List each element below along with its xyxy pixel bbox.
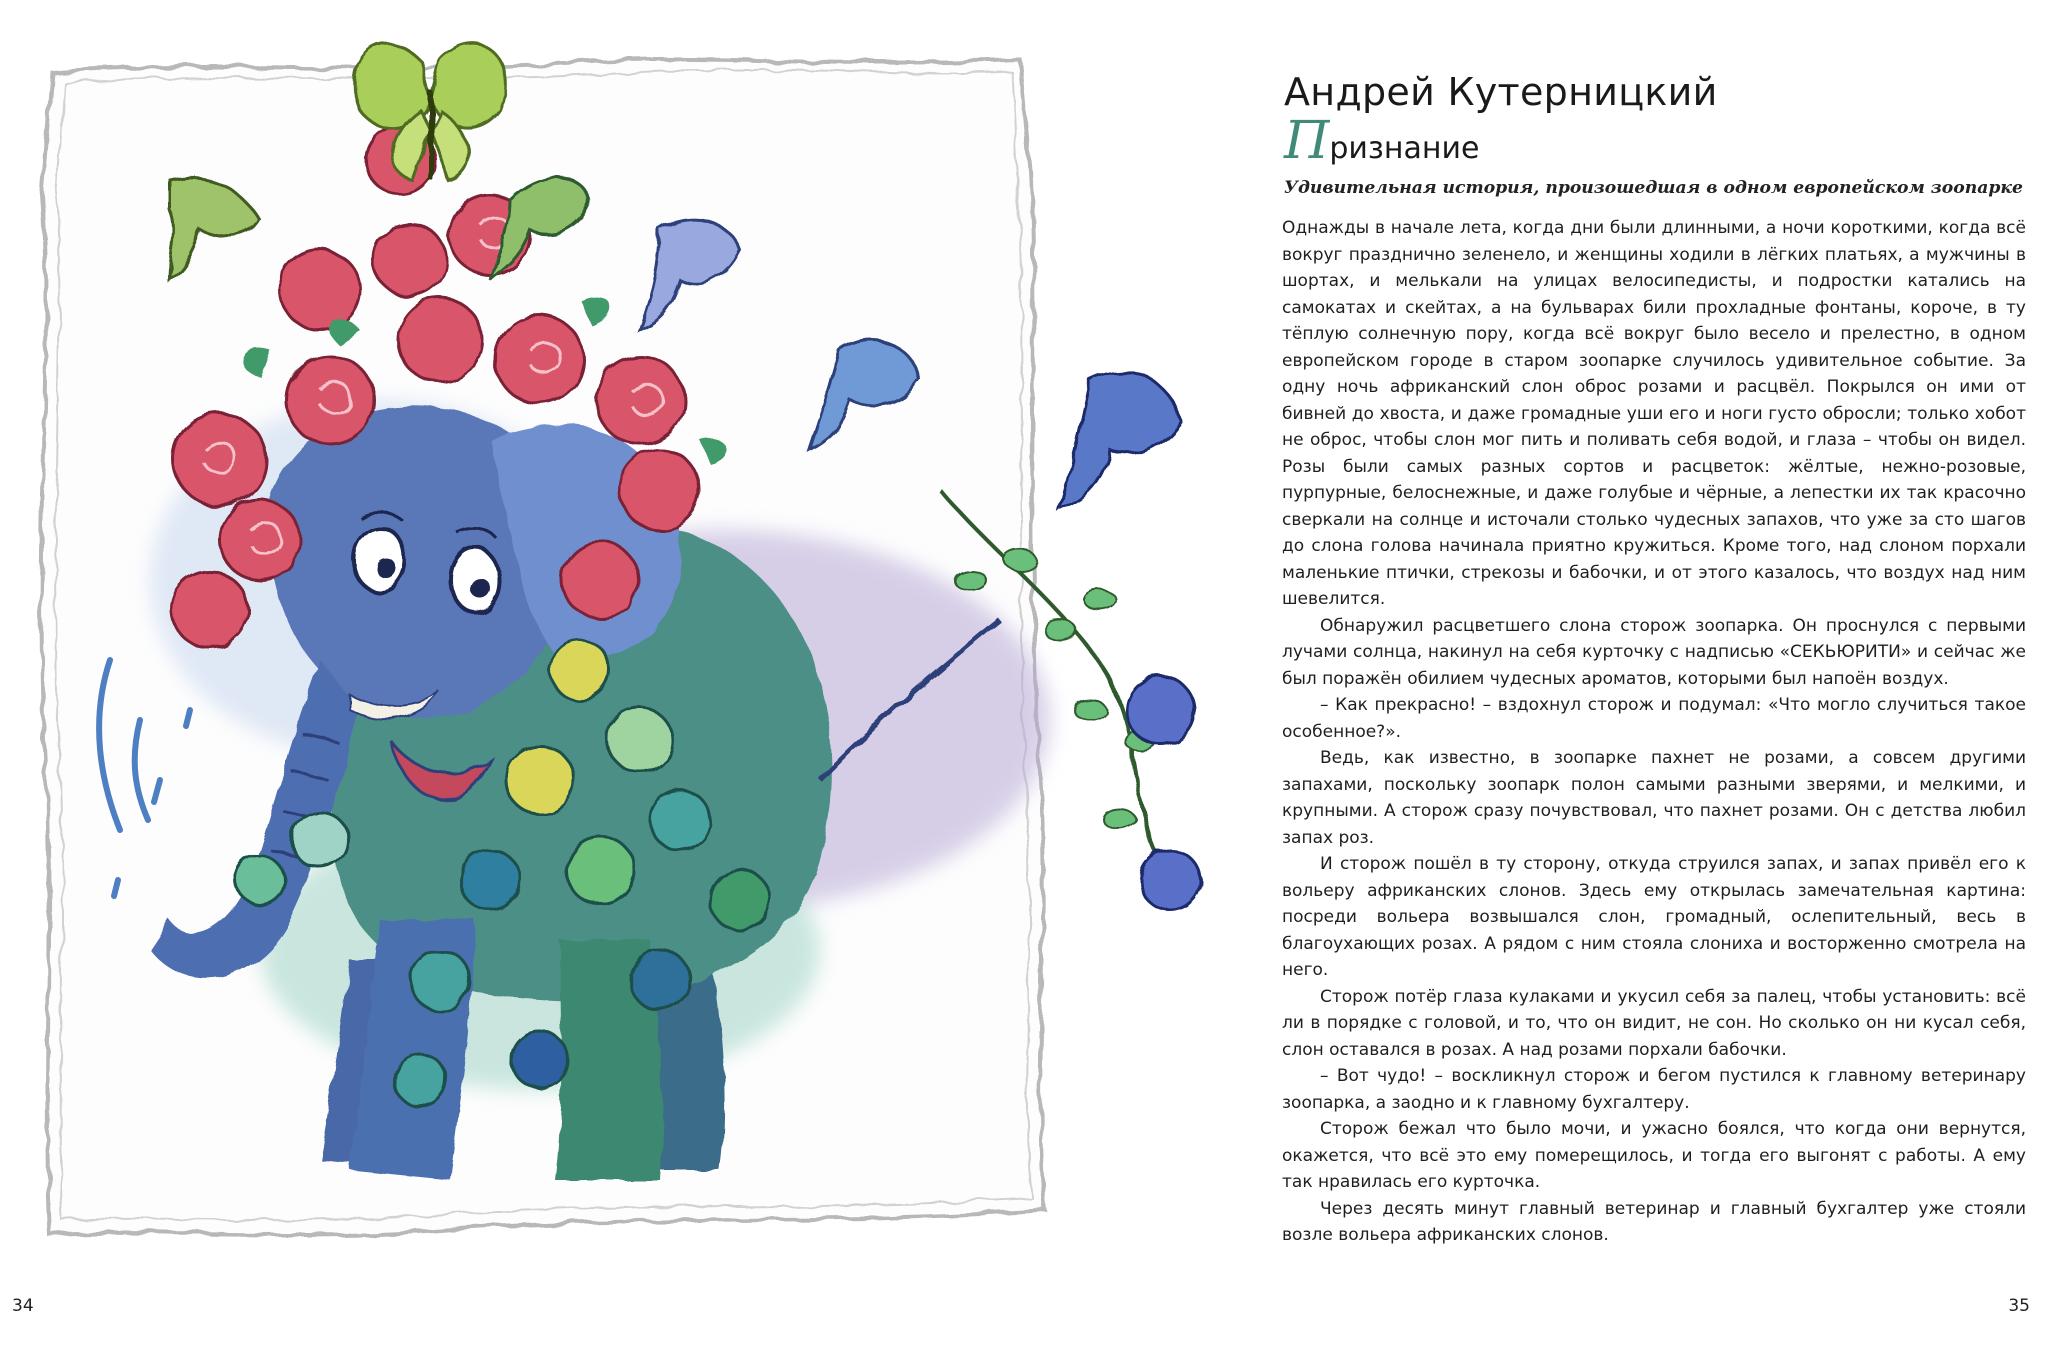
paragraph: Сторож потёр глаза кулаками и укусил себя за палец, чтобы установить: всё ли в порядке с головой, и то, что он видит, не сон. Но сколько он ни кусал себя, слон оставался в розах. А над розами порхали бабочки. bbox=[1282, 986, 2026, 1060]
paragraph: Ведь, как известно, в зоопарке пахнет не розами, а совсем другими запахами, поскольку зоопарк полон самыми разными зверями, и мелкими, и крупными. А сторож сразу почувствовал, что пахнет розами. Он с детства любил запах роз. bbox=[1282, 748, 2026, 848]
page-number-right: 35 bbox=[2008, 1296, 2030, 1316]
story-subtitle: Удивительная история, произошедшая в одном европейском зоопарке bbox=[1284, 178, 2023, 198]
story-body bbox=[1282, 215, 2026, 1249]
paragraph: Обнаружил расцветшего слона сторож зоопарка. Он проснулся с первыми лучами солнца, накинул на себя курточку с надписью «СЕКЬЮРИТИ» и сейчас же был поражён обилием чудесных ароматов, которыми был напоён воздух. bbox=[1282, 615, 2026, 689]
author-name: Андрей Кутерницкий bbox=[1284, 70, 1718, 114]
page-number-left: 34 bbox=[12, 1296, 34, 1316]
paragraph: – Вот чудо! – воскликнул сторож и бегом пустился к главному ветеринару зоопарка, а заодно и к главному бухгалтеру. bbox=[1282, 1066, 2026, 1113]
right-page bbox=[1262, 0, 2048, 1351]
paragraph: Через десять минут главный ветеринар и главный бухгалтер уже стояли возле вольера африканских слонов. bbox=[1282, 1198, 2026, 1245]
story-title bbox=[1284, 111, 1480, 171]
paragraph: – Как прекрасно! – вздохнул сторож и подумал: «Что могло случиться такое особенное?». bbox=[1282, 695, 2026, 742]
elephant-illustration bbox=[20, 20, 1260, 1280]
title-rest: ризнание bbox=[1329, 131, 1480, 166]
paragraph: Однажды в начале лета, когда дни были длинными, а ночи короткими, когда всё вокруг празднично зеленело, и женщины ходили в лёгких платьях, а мужчины в шортах, и мелькали на улицах велосипедисты, и подростки катались на самокатах и скейтах, а на бульварах били прохладные фонтаны, короче, в ту тёплую солнечную пору, когда всё вокруг было весело и прелестно, в одном европейском городе в старом зоопарке случилось удивительное событие. За одну ночь африканский слон оброс розами и расцвёл. Покрылся он ими от бивней до хвоста, и даже громадные уши его и ноги густо обросли; только хобот не оброс, чтобы слон мог пить и поливать себя водой, и глаза – чтобы он видел. Розы были самых разных сортов и расцветок: жёлтые, нежно-розовые, пурпурные, белоснежные, и даже голубые и чёрные, а лепестки их так красочно сверкали на солнце и источали столько чудесных запахов, что уже за сто шагов до слона голова начинала приятно кружиться. Кроме того, над слоном порхали маленькие птички, стрекозы и бабочки, и от этого казалось, что воздух над ним шевелится. bbox=[1282, 218, 2026, 609]
title-dropcap: П bbox=[1284, 111, 1330, 171]
paragraph: Сторож бежал что было мочи, и ужасно боялся, что когда они вернутся, окажется, что всё это ему померещилось, и тогда его выгонят с работы. А ему так нравилась его курточка. bbox=[1282, 1119, 2026, 1192]
paragraph: И сторож пошёл в ту сторону, откуда струился запах, и запах привёл его к вольеру африканских слонов. Здесь ему открылась замечательная картина: посреди вольера возвышался слон, громадный, ослепительный, весь в благоухающих розах. А рядом с ним стояла слониха и восторженно смотрела на него. bbox=[1282, 854, 2026, 980]
